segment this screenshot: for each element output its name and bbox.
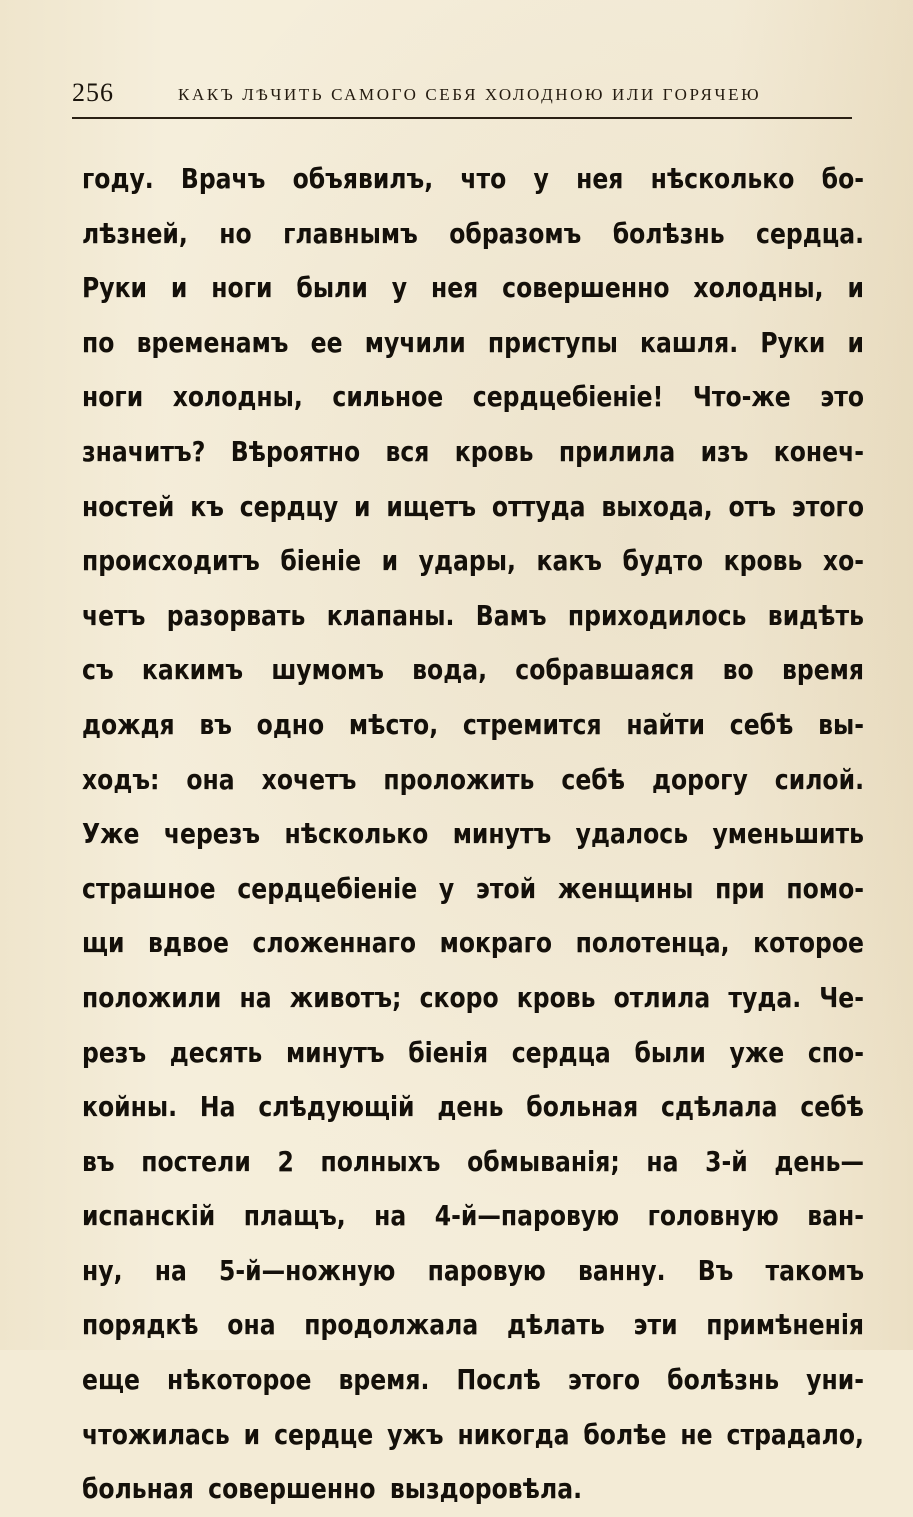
word: болѣзнь xyxy=(612,216,725,250)
word: образомъ xyxy=(449,216,582,250)
word: чтожилась xyxy=(82,1417,230,1451)
text-line xyxy=(82,1026,864,1081)
word: дѣлать xyxy=(506,1308,605,1342)
word: день— xyxy=(774,1144,864,1178)
text-line xyxy=(82,1189,864,1244)
word: главнымъ xyxy=(283,216,418,250)
word: этой xyxy=(475,871,537,905)
word: спо- xyxy=(807,1035,864,1069)
word: сердце xyxy=(274,1417,374,1451)
word: удары, xyxy=(418,544,516,578)
word: у xyxy=(438,871,455,905)
word: страшное xyxy=(82,871,216,905)
running-title: КАКЪ ЛѢЧИТЬ САМОГО СЕБЯ ХОЛОДНОЮ ИЛИ ГОРЯЧЕЮ xyxy=(178,85,762,104)
word: и xyxy=(354,489,371,523)
text-line xyxy=(82,425,864,480)
word: мучили xyxy=(364,325,466,359)
word: полотенца, xyxy=(575,926,730,960)
word: въ xyxy=(199,707,232,741)
text-line xyxy=(82,370,864,425)
word: щи xyxy=(82,926,125,960)
word: въ xyxy=(82,1144,115,1178)
word: Врачъ xyxy=(180,162,266,195)
word: сердца. xyxy=(756,216,865,250)
word: минутъ xyxy=(285,1035,385,1069)
text-line xyxy=(82,480,864,535)
word: Руки xyxy=(82,271,148,305)
word: резъ xyxy=(82,1035,147,1069)
word: что xyxy=(460,162,507,195)
word: себѣ xyxy=(800,1090,864,1124)
word: совершенно xyxy=(208,1472,376,1506)
word: какъ xyxy=(536,544,602,578)
word: и xyxy=(170,271,188,305)
word: мѣсто, xyxy=(348,707,439,741)
word: положили xyxy=(82,980,222,1014)
word: ее xyxy=(310,325,343,359)
word: сложеннаго xyxy=(252,926,417,960)
word: она xyxy=(186,762,235,796)
text-line xyxy=(82,1353,864,1408)
word: оттуда xyxy=(491,489,586,523)
word: этого xyxy=(791,489,864,523)
word: страдало, xyxy=(726,1417,864,1451)
word: койны. xyxy=(82,1090,178,1124)
text-line xyxy=(82,1298,864,1353)
word: одно xyxy=(256,707,325,741)
word: приступы xyxy=(487,325,618,359)
word: Въ xyxy=(697,1253,734,1287)
text-line xyxy=(82,1244,864,1299)
word: Послѣ xyxy=(456,1363,541,1397)
word: на xyxy=(374,1199,407,1233)
word: при xyxy=(715,871,765,905)
word: туда. xyxy=(728,980,802,1014)
word: ноги xyxy=(211,271,273,305)
page-number: 256 xyxy=(72,78,114,107)
word: отлила xyxy=(613,980,711,1014)
word: нѣсколько xyxy=(650,162,795,195)
word: уни- xyxy=(806,1363,864,1397)
word: сердцебіеніе xyxy=(237,871,418,905)
word: во xyxy=(722,653,754,687)
word: нѣкоторое xyxy=(166,1363,312,1397)
word: дождя xyxy=(82,707,175,741)
word: изъ xyxy=(700,434,749,468)
word: вода, xyxy=(412,653,488,687)
word: сердцебіеніе! xyxy=(472,380,664,414)
word: Что-же xyxy=(692,380,791,414)
word: животъ; xyxy=(289,980,402,1014)
text-line xyxy=(82,862,864,917)
word: еще xyxy=(82,1363,140,1397)
word: обмыванія; xyxy=(467,1144,620,1178)
word: на xyxy=(239,980,272,1014)
word: къ xyxy=(190,489,224,523)
word: клапаны. xyxy=(326,598,455,632)
word: кашля. xyxy=(640,325,739,359)
word: лѣзней, xyxy=(82,216,188,250)
word: 2 xyxy=(277,1144,294,1178)
word: Уже xyxy=(82,817,140,851)
word: день xyxy=(437,1090,504,1124)
word: ищетъ xyxy=(386,489,477,523)
word: себѣ xyxy=(561,762,626,796)
word: не xyxy=(680,1417,713,1451)
text-line xyxy=(82,207,864,262)
word: время. xyxy=(338,1363,430,1397)
word: Че- xyxy=(819,980,865,1014)
word: эти xyxy=(633,1308,678,1342)
text-line xyxy=(82,152,864,207)
word: десять xyxy=(169,1035,263,1069)
word: біенія xyxy=(408,1035,489,1069)
word: холодны, xyxy=(172,380,303,414)
word: кровь xyxy=(454,434,534,468)
word: какимъ xyxy=(141,653,244,687)
word: кровь xyxy=(723,544,803,578)
word: видѣть xyxy=(767,598,864,632)
text-line xyxy=(82,261,864,316)
word: и xyxy=(243,1417,261,1451)
word: полныхъ xyxy=(320,1144,441,1178)
word: году. xyxy=(82,162,154,195)
word: вы- xyxy=(818,707,865,741)
word: силой. xyxy=(774,762,865,796)
word: вся xyxy=(385,434,430,468)
word: продолжала xyxy=(304,1308,479,1342)
word: найти xyxy=(626,707,706,741)
text-line xyxy=(82,316,864,371)
word: конеч- xyxy=(773,434,864,468)
word: постели xyxy=(141,1144,251,1178)
text-line xyxy=(82,753,864,808)
word: сердцу xyxy=(239,489,339,523)
text-line xyxy=(82,534,864,589)
text-line xyxy=(82,589,864,644)
word: были xyxy=(634,1035,706,1069)
word: объявилъ, xyxy=(292,162,434,195)
word: этого xyxy=(567,1363,641,1397)
word: 5-й—ножную xyxy=(219,1253,396,1287)
word: ностей xyxy=(82,489,175,523)
word: дорогу xyxy=(652,762,748,796)
word: 4-й—паровую xyxy=(434,1199,620,1233)
word: нея xyxy=(576,162,624,195)
word: ужъ xyxy=(387,1417,444,1451)
word: стремится xyxy=(462,707,602,741)
word: но xyxy=(219,216,252,250)
word: такомъ xyxy=(765,1253,865,1287)
word: и xyxy=(847,271,864,305)
word: плащъ, xyxy=(243,1199,346,1233)
word: головную xyxy=(647,1199,779,1233)
word: хочетъ xyxy=(261,762,357,796)
word: никогда xyxy=(457,1417,570,1451)
word: примѣненія xyxy=(706,1308,865,1342)
word: помо- xyxy=(786,871,864,905)
word: съ xyxy=(82,653,114,687)
word: ноги xyxy=(82,380,144,414)
word: холодны, xyxy=(693,271,824,305)
word: значитъ? xyxy=(82,434,206,468)
word: ванну. xyxy=(577,1253,666,1287)
word: были xyxy=(296,271,368,305)
word: на xyxy=(154,1253,187,1287)
word: ван- xyxy=(807,1199,865,1233)
word: женщины xyxy=(557,871,694,905)
body-text xyxy=(82,152,864,1517)
word: болѣе xyxy=(583,1417,667,1451)
word: уже xyxy=(729,1035,785,1069)
word: минутъ xyxy=(452,817,552,851)
word: приходилось xyxy=(567,598,747,632)
text-line xyxy=(82,1462,864,1517)
text-line xyxy=(82,698,864,753)
word: слѣдующій xyxy=(258,1090,415,1124)
word: На xyxy=(199,1090,236,1124)
word: по xyxy=(82,325,115,359)
text-line xyxy=(82,807,864,862)
text-line xyxy=(82,971,864,1026)
word: и xyxy=(847,325,865,359)
word: уменьшить xyxy=(712,817,865,851)
word: сердца xyxy=(511,1035,611,1069)
word: совершенно xyxy=(502,271,670,305)
word: бо- xyxy=(821,162,865,195)
text-line xyxy=(82,1408,864,1463)
word: черезъ xyxy=(163,817,261,851)
word: прилила xyxy=(558,434,676,468)
word: испанскій xyxy=(82,1199,216,1233)
word: собравшаяся xyxy=(515,653,695,687)
word: четъ xyxy=(82,598,146,632)
text-line xyxy=(82,1135,864,1190)
word: мокраго xyxy=(439,926,553,960)
word: нѣсколько xyxy=(284,817,429,851)
word: 3-й xyxy=(705,1144,748,1178)
word: нея xyxy=(430,271,479,305)
word: Вѣроятно xyxy=(230,434,361,468)
word: она xyxy=(227,1308,276,1342)
word: болѣзнь xyxy=(667,1363,780,1397)
word: Руки xyxy=(760,325,826,359)
word: выхода, xyxy=(601,489,713,523)
word: происходитъ xyxy=(82,544,260,578)
running-head xyxy=(72,72,856,112)
word: біеніе xyxy=(280,544,362,578)
word: у xyxy=(391,271,408,305)
text-line xyxy=(82,1080,864,1135)
word: у xyxy=(533,162,549,195)
word: сильное xyxy=(332,380,444,414)
word: хо- xyxy=(822,544,865,578)
word: будто xyxy=(622,544,704,578)
header-rule xyxy=(72,117,852,119)
word: это xyxy=(820,380,864,414)
word: вдвое xyxy=(148,926,229,960)
word: которое xyxy=(753,926,864,960)
text-line xyxy=(82,916,864,971)
word: шумомъ xyxy=(271,653,384,687)
word: удалось xyxy=(575,817,689,851)
word: Вамъ xyxy=(475,598,547,632)
word: себѣ xyxy=(729,707,794,741)
word: на xyxy=(646,1144,679,1178)
word: больная xyxy=(82,1472,194,1506)
word: выздоровѣла. xyxy=(389,1472,583,1506)
word: разорвать xyxy=(166,598,306,632)
word: отъ xyxy=(728,489,776,523)
word: паровую xyxy=(427,1253,546,1287)
word: больная xyxy=(526,1090,639,1124)
word: и xyxy=(381,544,399,578)
word: порядкѣ xyxy=(82,1308,199,1342)
word: ну, xyxy=(82,1253,123,1287)
word: проложить xyxy=(383,762,535,796)
word: скоро xyxy=(419,980,499,1014)
word: временамъ xyxy=(136,325,289,359)
word: ходъ: xyxy=(82,762,160,796)
word: сдѣлала xyxy=(661,1090,778,1124)
word: время xyxy=(781,653,864,687)
word: кровь xyxy=(516,980,596,1014)
text-line xyxy=(82,643,864,698)
